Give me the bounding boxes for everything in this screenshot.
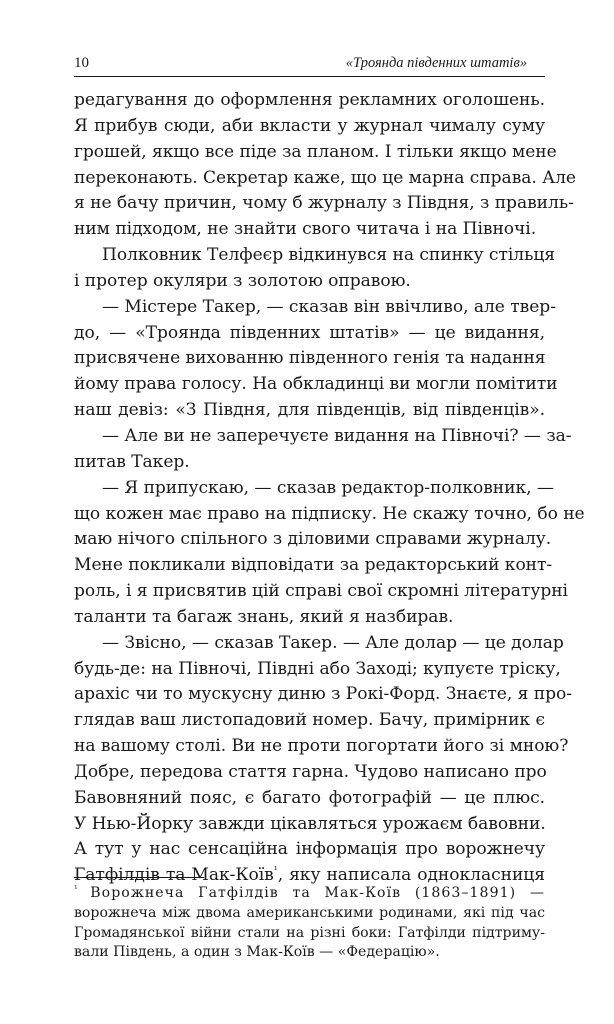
- text-line: Бавовняний пояс, є багато фотографій — це плюс.: [74, 787, 545, 808]
- text-fragment: , яку написала однокласниця: [277, 865, 545, 886]
- text-line: і протер окуляри з золотою оправою.: [74, 270, 411, 291]
- text-line: Добре, передова стаття гарна. Чудово написано про: [74, 761, 547, 782]
- text-line: А тут у нас сенсаційна інформація про ворожнечу: [74, 839, 545, 860]
- text-line: ним підходом, не знайти свого читача і на Півночі.: [74, 219, 537, 240]
- text-line: арахіс чи то мускусну диню з Рокі-Форд. Знаєте, я про-: [74, 684, 572, 705]
- text-line: таланти та багаж знань, який я назбирав.: [74, 606, 454, 627]
- text-line: грошей, якщо все піде за планом. І тільки якщо мене: [74, 141, 557, 162]
- text-line: йому права голосу. На обкладинці ви могли помітити: [74, 374, 558, 395]
- text-line: — Звісно, — сказав Такер. — Але долар — це долар: [102, 632, 564, 653]
- body-text: [74, 88, 585, 889]
- text-line: маю нічого спільного з діловими справами журналу.: [74, 529, 552, 550]
- footnote-divider: [74, 877, 204, 878]
- text-line: редагування до оформлення рекламних оголошень.: [74, 90, 545, 110]
- text-line: будь-де: на Півночі, Півдні або Заході; купуєте тріску,: [74, 658, 561, 679]
- text-line: глядав ваш листопадовий номер. Бачу, примірник є: [74, 710, 545, 731]
- text-line: питав Такер.: [74, 451, 190, 472]
- text-line: — Містере Такер, — сказав він ввічливо, але твер-: [102, 296, 556, 317]
- text-line: присвячене вихованню південного генія та надання: [74, 348, 546, 369]
- footnote-anchor-text: Гатфілдів та Мак-Коїв: [74, 865, 274, 886]
- footnote-line: [74, 884, 545, 904]
- text-line: — Але ви не заперечуєте видання на Півночі? — за-: [102, 425, 572, 446]
- running-title: «Троянда південних штатів»: [345, 55, 527, 71]
- footnote-line: вали Південь, а один з Мак-Коїв — «Федерацію».: [74, 944, 440, 961]
- text-line: до, — «Троянда південних штатів» — це видання,: [74, 322, 545, 343]
- text-line: Полковник Телфеєр відкинувся на спинку стільця: [102, 245, 556, 266]
- text-line: Я прибув сюди, аби вкласти у журнал чималу суму: [74, 115, 545, 136]
- page-number: 10: [74, 55, 89, 71]
- text-line: Мене покликали відповідати за редакторський конт-: [74, 555, 553, 576]
- text-line: роль, і я присвятив цій справі свої скромні літературні: [74, 581, 568, 602]
- page-header: [74, 54, 545, 77]
- footnote-reference: ¹: [273, 865, 278, 877]
- text-line: на вашому столі. Ви не проти погортати його зі мною?: [74, 736, 569, 757]
- text-line: У Нью-Йорку завжди цікавляться урожаєм бавовни.: [74, 813, 546, 834]
- footnote-line: Громадянської війни стали на різні боки: Гатфілди підтриму-: [74, 924, 545, 941]
- text-line: що кожен має право на підписку. Не скажу точно, бо не: [74, 503, 585, 524]
- text-line: наш девіз: «З Півдня, для південців, від південців».: [74, 400, 545, 421]
- text-line: переконають. Секретар каже, що це марна справа. Але: [74, 167, 576, 188]
- footnote-text: Ворожнеча Гатфілдів та Мак-Коїв (1863–1891) —: [90, 885, 545, 901]
- footnote-line: ворожнеча між двома американськими родинами, які під час: [74, 904, 545, 921]
- footnote: [74, 884, 545, 963]
- text-line: я не бачу причин, чому б журналу з Півдня, з правиль-: [74, 193, 574, 214]
- footnote-mark: ¹: [74, 884, 78, 895]
- text-line: — Я припускаю, — сказав редактор-полковник, —: [102, 477, 554, 498]
